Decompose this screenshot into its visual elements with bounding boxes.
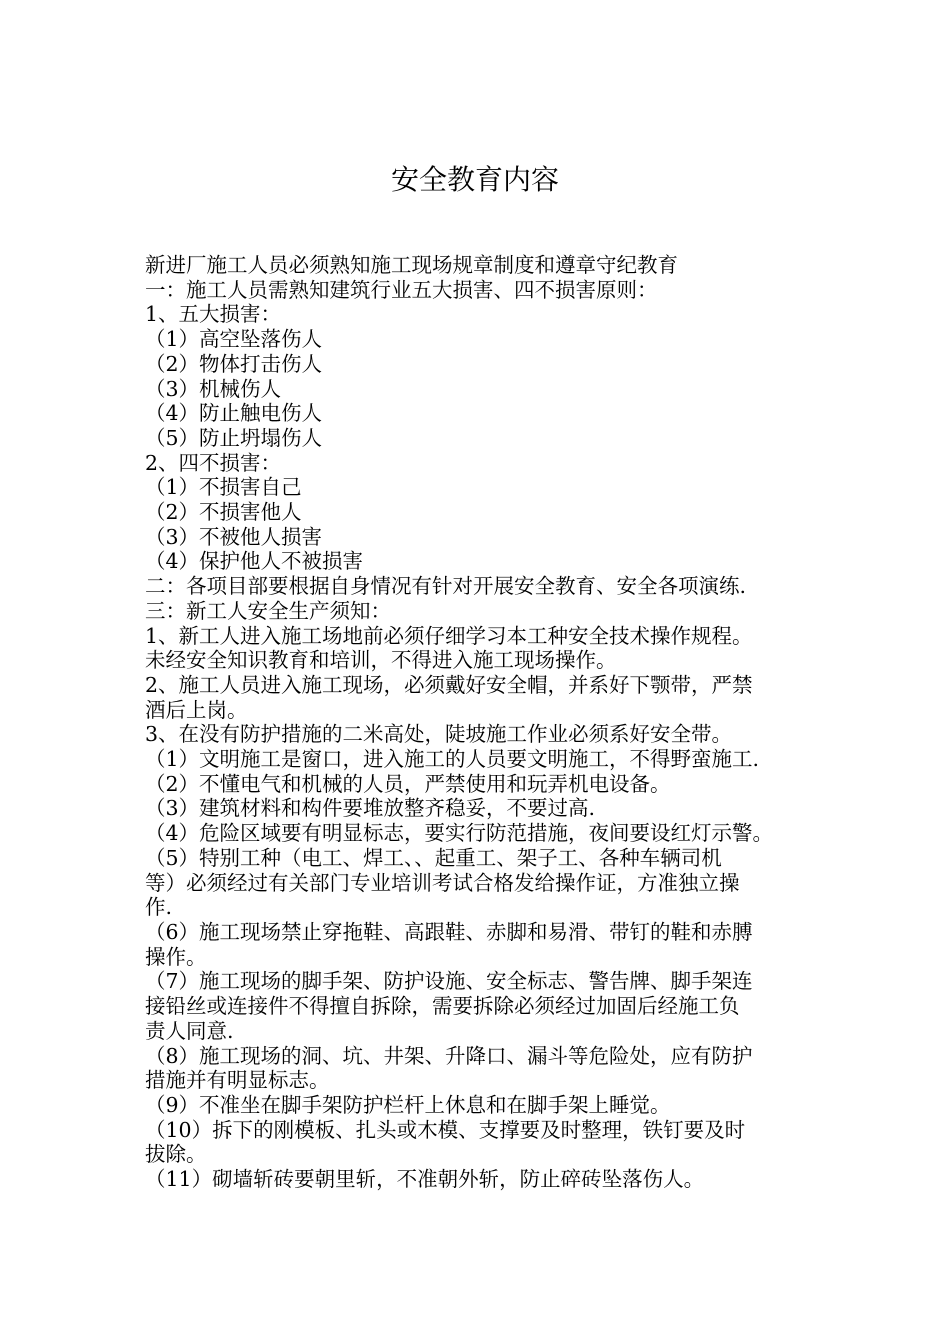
text-line: （4）保护他人不被损害	[145, 549, 364, 574]
document-title: 安全教育内容	[390, 163, 559, 196]
text-line: （2）不损害他人	[145, 500, 302, 525]
text-line: 新进厂施工人员必须熟知施工现场规章制度和遵章守纪教育	[145, 253, 678, 277]
text-line: 2、施工人员进入施工现场，必须戴好安全帽，并系好下颚带，严禁	[145, 672, 753, 697]
text-line: 3、在没有防护措施的二米高处，陡坡施工作业必须系好安全带。	[145, 722, 733, 747]
text-line: （3）机械伤人	[145, 376, 282, 401]
text-line: （6）施工现场禁止穿拖鞋、高跟鞋、赤脚和易滑、带钉的鞋和赤膊	[145, 919, 753, 944]
text-line: 措施并有明显标志。	[145, 1068, 330, 1093]
text-line: 责人同意.	[145, 1018, 234, 1043]
text-line: 作.	[145, 895, 173, 920]
text-line: 1、新工人进入施工场地前必须仔细学习本工种安全技术操作规程。	[145, 623, 753, 648]
text-line: （8）施工现场的洞、坑、井架、升降口、漏斗等危险处，应有防护	[145, 1043, 753, 1068]
text-line: （1）文明施工是窗口，进入施工的人员要文明施工，不得野蛮施工.	[145, 747, 760, 772]
text-line: 拔除。	[145, 1142, 207, 1167]
text-line: 酒后上岗。	[145, 697, 248, 722]
text-line: 接铅丝或连接件不得擅自拆除，需要拆除必须经过加固后经施工负	[145, 994, 740, 1019]
text-line: 操作。	[145, 944, 207, 969]
text-line: （10）拆下的刚模板、扎头或木模、支撑要及时整理，铁钉要及时	[145, 1117, 746, 1142]
text-line: （1）高空坠落伤人	[145, 327, 323, 352]
text-line: 三：新工人安全生产须知：	[145, 598, 391, 623]
document-body	[145, 253, 815, 1192]
text-line: 一：施工人员需熟知建筑行业五大损害、四不损害原则：	[145, 277, 658, 302]
text-line: （5）防止坍塌伤人	[145, 425, 323, 450]
text-line: （2）不懂电气和机械的人员，严禁使用和玩弄机电设备。	[145, 771, 671, 796]
text-line: （4）防止触电伤人	[145, 401, 323, 426]
text-line: 2、四不损害：	[145, 450, 282, 475]
text-line: （3）不被他人损害	[145, 524, 323, 549]
text-line: 等）必须经过有关部门专业培训考试合格发给操作证，方准独立操	[145, 870, 740, 895]
text-line: （9）不准坐在脚手架防护栏杆上休息和在脚手架上睡觉。	[145, 1092, 671, 1117]
text-line: （4）危险区域要有明显标志，要实行防范措施，夜间要设红灯示警。	[145, 821, 774, 846]
text-line: （2）物体打击伤人	[145, 351, 323, 376]
text-line: 二：各项目部要根据自身情况有针对开展安全教育、安全各项演练.	[145, 574, 747, 599]
text-line: （3）建筑材料和构件要堆放整齐稳妥，不要过高.	[145, 796, 596, 821]
text-line: 未经安全知识教育和培训，不得进入施工现场操作。	[145, 648, 617, 673]
text-line: 1、五大损害：	[145, 302, 282, 327]
text-line: （5）特别工种（电工、焊工、、起重工、架子工、各种车辆司机	[145, 845, 722, 870]
text-line: （11）砌墙斩砖要朝里斩，不准朝外斩，防止碎砖坠落伤人。	[145, 1167, 705, 1192]
text-line: （7）施工现场的脚手架、防护设施、安全标志、警告牌、脚手架连	[145, 969, 753, 994]
text-line: （1）不损害自己	[145, 475, 302, 500]
